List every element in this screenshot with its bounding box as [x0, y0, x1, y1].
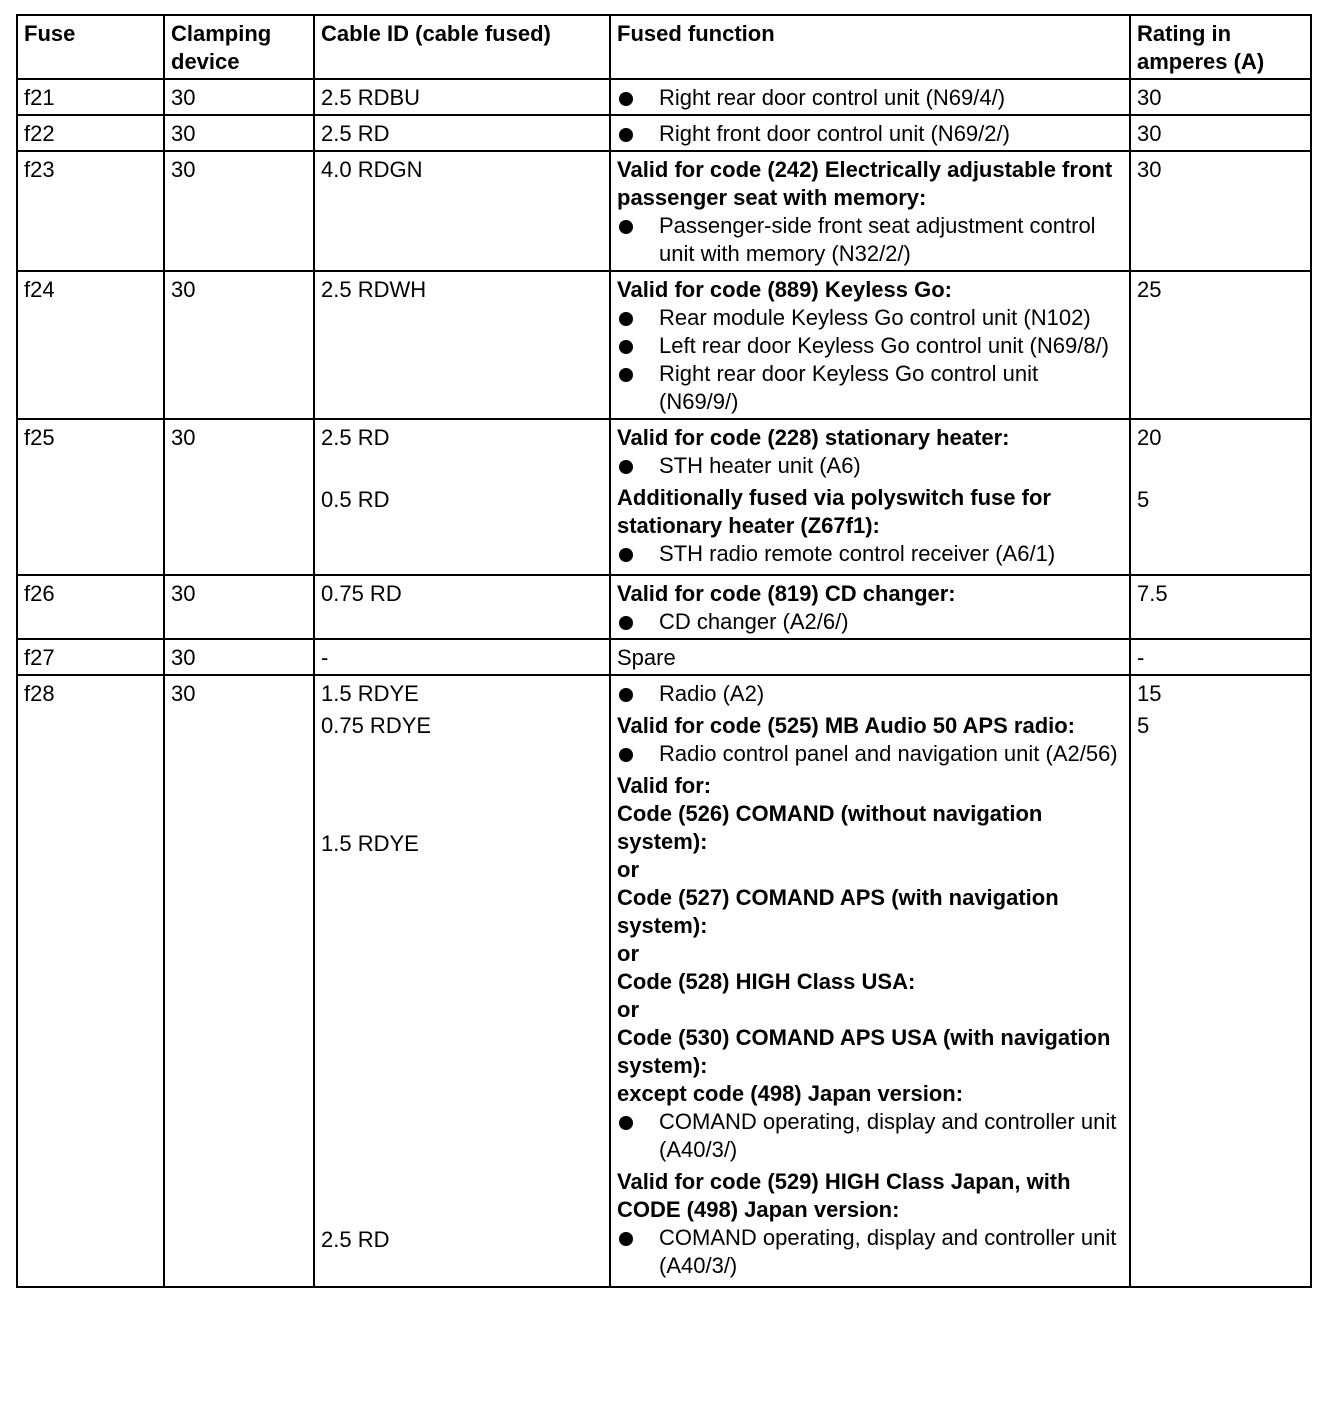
function-heading: Valid for code (529) HIGH Class Japan, with CODE (498) Japan version: — [617, 1169, 1071, 1222]
clamping-cell: 30 — [164, 271, 314, 419]
table-row — [17, 271, 1311, 419]
fuse-cell: f28 — [17, 675, 164, 1287]
bullet-icon — [619, 460, 633, 474]
bullet-item: STH heater unit (A6) — [617, 452, 1123, 480]
function-entry — [617, 712, 1123, 768]
function-heading: Valid for code (228) stationary heater: — [617, 425, 1010, 450]
function-cell — [610, 79, 1130, 115]
function-heading: or — [617, 997, 639, 1022]
cable-cell — [314, 575, 610, 639]
function-heading: or — [617, 941, 639, 966]
bullet-item: STH radio remote control receiver (A6/1) — [617, 540, 1123, 568]
rating-value: 30 — [1137, 85, 1162, 110]
bullet-icon — [619, 340, 633, 354]
bullet-item: Radio control panel and navigation unit (A2/56) — [617, 740, 1123, 768]
cable-id: 2.5 RD — [321, 425, 390, 450]
rating-cell — [1130, 575, 1311, 639]
fuse-cell: f26 — [17, 575, 164, 639]
cable-cell — [314, 419, 610, 575]
function-heading: or — [617, 857, 639, 882]
table-row — [17, 151, 1311, 271]
function-heading: Code (526) COMAND (without navigation system): — [617, 801, 1043, 854]
function-entry — [617, 1168, 1123, 1280]
fuse-cell: f27 — [17, 639, 164, 675]
function-heading: Valid for code (242) Electrically adjustable front passenger seat with memory: — [617, 157, 1113, 210]
function-cell — [610, 675, 1130, 1287]
cable-id: 4.0 RDGN — [321, 157, 423, 182]
rating-value: 15 — [1137, 681, 1162, 706]
bullet-item: Right rear door control unit (N69/4/) — [617, 84, 1123, 112]
fuse-cell: f22 — [17, 115, 164, 151]
bullet-icon — [619, 748, 633, 762]
header-clamping-device: Clamping device — [164, 15, 314, 79]
table-header-row — [17, 15, 1311, 79]
rating-value: 20 — [1137, 425, 1162, 450]
bullet-icon — [619, 548, 633, 562]
function-cell — [610, 419, 1130, 575]
fuse-cell: f23 — [17, 151, 164, 271]
table-row — [17, 639, 1311, 675]
bullet-icon — [619, 92, 633, 106]
function-heading: Code (530) COMAND APS USA (with navigation system): — [617, 1025, 1111, 1078]
function-entry — [617, 484, 1123, 568]
cable-id: 1.5 RDYE — [321, 831, 419, 856]
header-fuse: Fuse — [17, 15, 164, 79]
rating-value: - — [1137, 645, 1145, 670]
bullet-item: Left rear door Keyless Go control unit (N69/8/) — [617, 332, 1123, 360]
bullet-icon — [619, 1116, 633, 1130]
function-entry — [617, 424, 1123, 480]
rating-cell — [1130, 419, 1311, 575]
function-text: Spare — [617, 645, 676, 670]
clamping-cell: 30 — [164, 79, 314, 115]
bullet-icon — [619, 312, 633, 326]
rating-cell — [1130, 639, 1311, 675]
cable-id: 0.75 RDYE — [321, 713, 432, 738]
bullet-item: Passenger-side front seat adjustment control unit with memory (N32/2/) — [617, 212, 1123, 268]
function-cell — [610, 151, 1130, 271]
fuse-table — [16, 14, 1312, 1288]
rating-value: 7.5 — [1137, 581, 1168, 606]
header-fused-function: Fused function — [610, 15, 1130, 79]
clamping-cell: 30 — [164, 575, 314, 639]
function-cell — [610, 271, 1130, 419]
function-heading: Code (527) COMAND APS (with navigation system): — [617, 885, 1059, 938]
function-heading: Code (528) HIGH Class USA: — [617, 969, 916, 994]
clamping-cell: 30 — [164, 115, 314, 151]
clamping-cell: 30 — [164, 419, 314, 575]
bullet-icon — [619, 368, 633, 382]
bullet-icon — [619, 688, 633, 702]
fuse-cell: f21 — [17, 79, 164, 115]
clamping-cell: 30 — [164, 151, 314, 271]
bullet-item: CD changer (A2/6/) — [617, 608, 1123, 636]
rating-cell — [1130, 675, 1311, 1287]
bullet-icon — [619, 616, 633, 630]
function-cell — [610, 115, 1130, 151]
cable-id: 1.5 RDYE — [321, 681, 419, 706]
rating-cell — [1130, 115, 1311, 151]
fuse-cell: f24 — [17, 271, 164, 419]
cable-id: 2.5 RDWH — [321, 277, 427, 302]
header-cable-id: Cable ID (cable fused) — [314, 15, 610, 79]
bullet-item: COMAND operating, display and controller unit (A40/3/) — [617, 1108, 1123, 1164]
fuse-cell: f25 — [17, 419, 164, 575]
table-row — [17, 115, 1311, 151]
cable-cell — [314, 115, 610, 151]
cable-id: - — [321, 645, 329, 670]
header-rating: Rating in amperes (A) — [1130, 15, 1311, 79]
cable-cell — [314, 639, 610, 675]
rating-value: 30 — [1137, 121, 1162, 146]
function-heading: Additionally fused via polyswitch fuse for stationary heater (Z67f1): — [617, 485, 1051, 538]
function-cell — [610, 575, 1130, 639]
cable-id: 2.5 RD — [321, 121, 390, 146]
table-row — [17, 575, 1311, 639]
rating-value: 25 — [1137, 277, 1162, 302]
function-entry — [617, 772, 1123, 1164]
function-entry — [617, 680, 1123, 708]
function-heading: Valid for code (819) CD changer: — [617, 581, 956, 606]
bullet-item: Rear module Keyless Go control unit (N102) — [617, 304, 1123, 332]
rating-cell — [1130, 151, 1311, 271]
bullet-item: Right rear door Keyless Go control unit (N69/9/) — [617, 360, 1123, 416]
function-cell — [610, 639, 1130, 675]
cable-cell — [314, 271, 610, 419]
function-heading: Valid for: — [617, 773, 712, 798]
cable-id: 0.5 RD — [321, 487, 390, 512]
rating-cell — [1130, 79, 1311, 115]
table-row — [17, 675, 1311, 1287]
cable-cell — [314, 151, 610, 271]
bullet-item: COMAND operating, display and controller unit (A40/3/) — [617, 1224, 1123, 1280]
cable-id: 2.5 RD — [321, 1227, 390, 1252]
table-row — [17, 419, 1311, 575]
rating-value: 5 — [1137, 487, 1150, 512]
rating-cell — [1130, 271, 1311, 419]
clamping-cell: 30 — [164, 675, 314, 1287]
cable-cell — [314, 675, 610, 1287]
clamping-cell: 30 — [164, 639, 314, 675]
rating-value: 30 — [1137, 157, 1162, 182]
rating-value: 5 — [1137, 713, 1150, 738]
bullet-icon — [619, 220, 633, 234]
bullet-icon — [619, 1232, 633, 1246]
function-heading: Valid for code (889) Keyless Go: — [617, 277, 953, 302]
cable-cell — [314, 79, 610, 115]
function-heading: Valid for code (525) MB Audio 50 APS radio: — [617, 713, 1076, 738]
cable-id: 0.75 RD — [321, 581, 402, 606]
bullet-item: Radio (A2) — [617, 680, 1123, 708]
cable-id: 2.5 RDBU — [321, 85, 421, 110]
function-heading: except code (498) Japan version: — [617, 1081, 964, 1106]
bullet-icon — [619, 128, 633, 142]
table-row — [17, 79, 1311, 115]
bullet-item: Right front door control unit (N69/2/) — [617, 120, 1123, 148]
